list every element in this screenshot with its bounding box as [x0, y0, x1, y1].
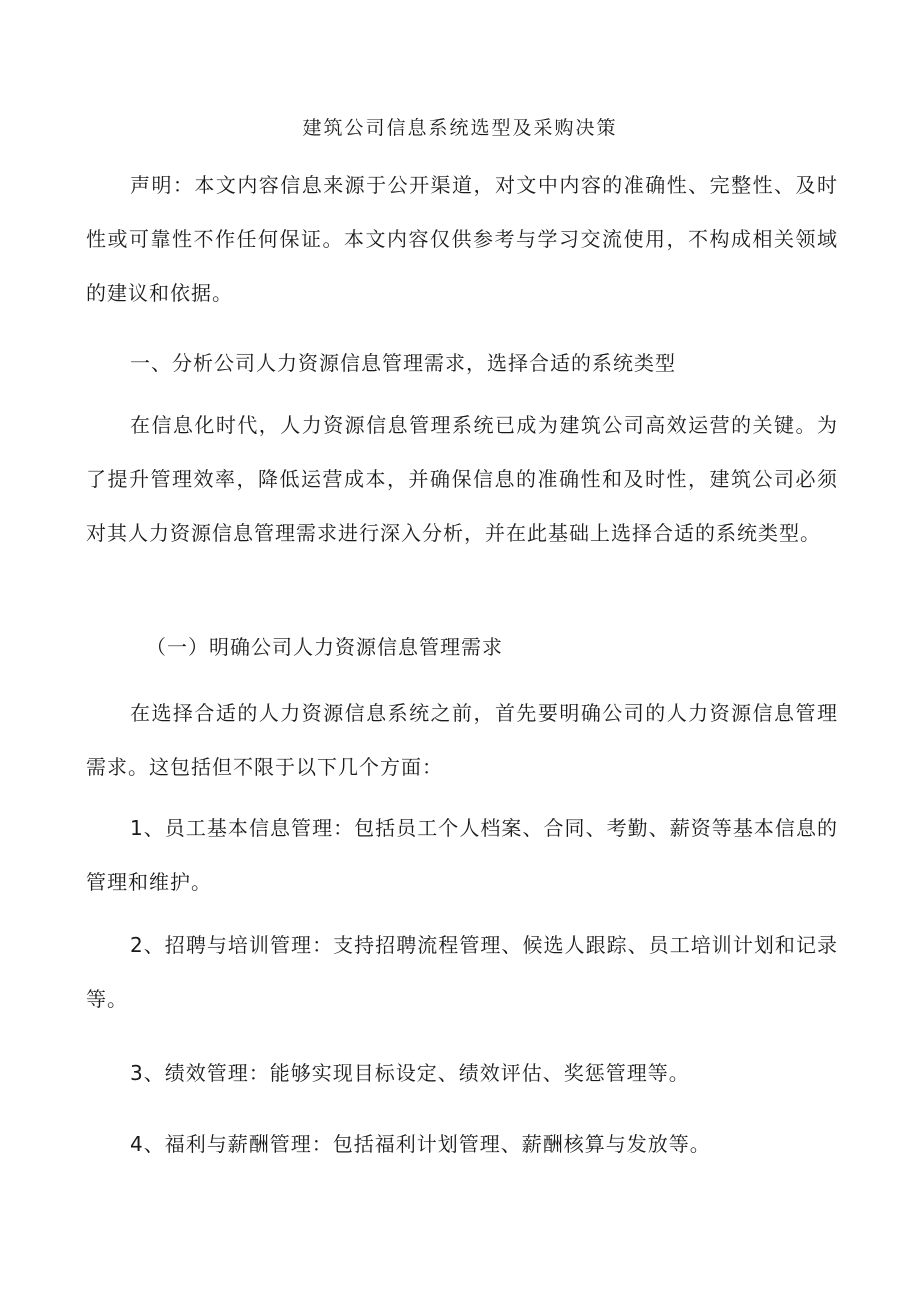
- document-title: 建筑公司信息系统选型及采购决策: [302, 117, 618, 139]
- section-intro-paragraph: 在信息化时代，人力资源信息管理系统已成为建筑公司高效运营的关键。为了提升管理效率，降低运营成本，并确保信息的准确性和及时性，建筑公司必须对其人力资源信息管理需求进行深入分析，并在此基础上选择合适的系统类型。: [86, 413, 838, 545]
- list-item: 1、员工基本信息管理：包括员工个人档案、合同、考勤、薪资等基本信息的管理和维护。: [86, 816, 838, 894]
- list-item: 2、招聘与培训管理：支持招聘流程管理、候选人跟踪、员工培训计划和记录等。: [86, 933, 838, 1011]
- section-heading: 一、分析公司人力资源信息管理需求，选择合适的系统类型: [130, 351, 676, 375]
- list-item: 3、绩效管理：能够实现目标设定、绩效评估、奖惩管理等。: [130, 1061, 690, 1085]
- subsection-heading: （一）明确公司人力资源信息管理需求: [146, 635, 503, 659]
- disclaimer-paragraph: 声明：本文内容信息来源于公开渠道，对文中内容的准确性、完整性、及时性或可靠性不作任何保证。本文内容仅供参考与学习交流使用，不构成相关领域的建议和依据。: [86, 173, 838, 305]
- subsection-intro-paragraph: 在选择合适的人力资源信息系统之前，首先要明确公司的人力资源信息管理需求。这包括但不限于以下几个方面：: [86, 701, 838, 779]
- list-item: 4、福利与薪酬管理：包括福利计划管理、薪酬核算与发放等。: [130, 1132, 711, 1156]
